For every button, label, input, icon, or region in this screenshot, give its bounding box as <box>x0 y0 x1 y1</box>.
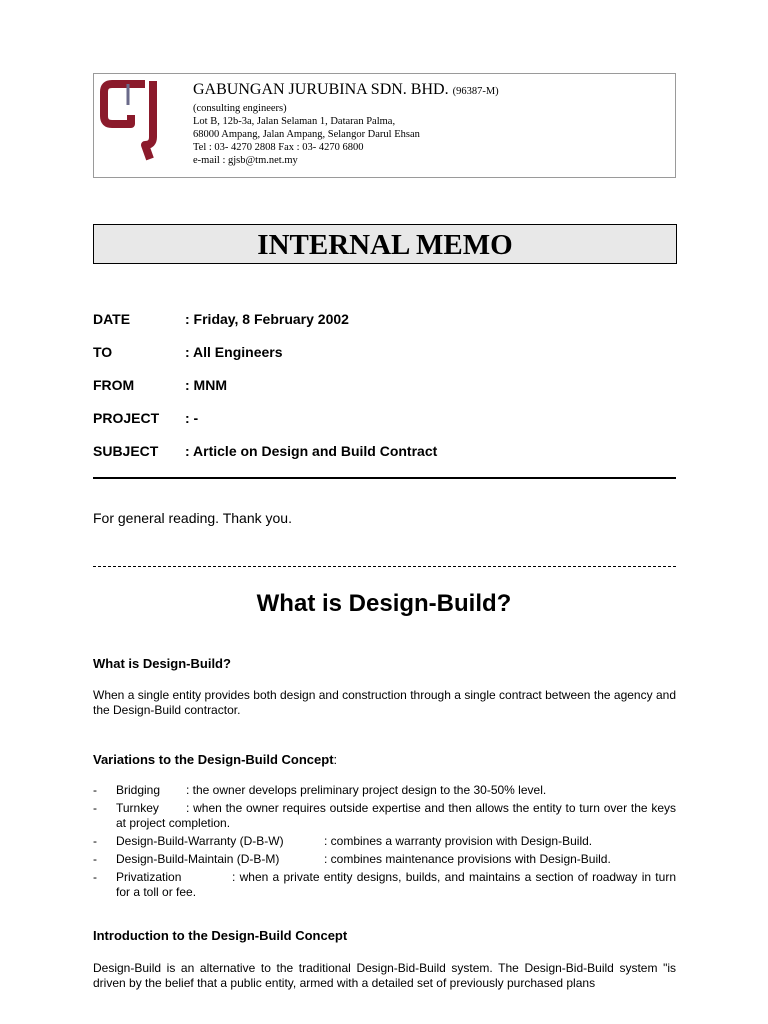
field-label: SUBJECT <box>93 443 159 459</box>
section-text-what-is: When a single entity provides both design and construction through a single contract between the agency and the Design-Build contractor. <box>93 688 676 717</box>
list-item <box>93 801 676 831</box>
bullet-dash: - <box>93 870 97 884</box>
company-name-text: GABUNGAN JURUBINA SDN. BHD. <box>193 81 449 98</box>
section-heading-variations-text: Variations to the Design-Build Concept <box>93 752 334 767</box>
field-value: : All Engineers <box>185 344 283 360</box>
list-item <box>93 852 676 867</box>
address-line-2: 68000 Ampang, Jalan Ampang, Selangor Darul Ehsan <box>193 129 420 140</box>
section-heading-introduction: Introduction to the Design-Build Concept <box>93 928 348 943</box>
section-heading-variations <box>93 752 337 767</box>
bullet-text: : when a private entity designs, builds, and maintains a section of roadway in turn for a toll or fee. <box>116 870 676 899</box>
company-subtitle: (consulting engineers) <box>193 103 287 114</box>
phone-fax: Tel : 03- 4270 2808 Fax : 03- 4270 6800 <box>193 142 364 153</box>
field-label: TO <box>93 344 113 360</box>
bullet-dash: - <box>93 852 97 866</box>
section-heading-what-is: What is Design-Build? <box>93 656 231 671</box>
bullet-text: : combines maintenance provisions with Design-Build. <box>324 852 611 866</box>
divider-line <box>93 477 676 479</box>
variations-list <box>93 783 676 903</box>
field-value: : Article on Design and Build Contract <box>185 443 438 459</box>
bullet-term: Bridging <box>116 783 161 797</box>
bullet-dash: - <box>93 801 97 815</box>
company-name <box>193 80 499 102</box>
field-value: : MNM <box>185 377 227 393</box>
bullet-text: : when the owner requires outside expertise and then allows the entity to turn over the keys at project completion. <box>116 801 676 830</box>
bullet-text: : combines a warranty provision with Design-Build. <box>324 834 593 848</box>
list-item <box>93 783 676 798</box>
bullet-text: : the owner develops preliminary project design to the 30-50% level. <box>186 783 547 797</box>
article-title: What is Design-Build? <box>256 590 512 617</box>
registration-number: (96387-M) <box>452 86 499 97</box>
email: e-mail : gjsb@tm.net.my <box>193 155 298 166</box>
bullet-term: Design-Build-Warranty (D-B-W) <box>116 834 284 848</box>
memo-title: INTERNAL MEMO <box>93 224 677 264</box>
field-label: PROJECT <box>93 410 160 426</box>
list-item <box>93 834 676 849</box>
company-info <box>193 80 499 167</box>
field-value: : Friday, 8 February 2002 <box>185 311 349 327</box>
bullet-dash: - <box>93 783 97 797</box>
section-text-introduction: Design-Build is an alternative to the traditional Design-Bid-Build system. The Design-Bid-Build system "is driven by the belief that a public entity, armed with a detailed set of previously purchased plans <box>93 961 676 990</box>
bullet-term: Privatization <box>116 870 182 884</box>
letterhead <box>93 73 676 178</box>
heading-colon: : <box>333 752 338 767</box>
company-logo-icon <box>98 75 168 165</box>
address-line-1: Lot B, 12b-3a, Jalan Selaman 1, Dataran Palma, <box>193 116 396 127</box>
field-label: FROM <box>93 377 135 393</box>
list-item <box>93 870 676 900</box>
bullet-term: Turnkey <box>116 801 159 815</box>
memo-note: For general reading. Thank you. <box>93 510 292 526</box>
dashed-divider <box>93 566 676 567</box>
field-value: : - <box>185 410 199 426</box>
field-label: DATE <box>93 311 131 327</box>
bullet-term: Design-Build-Maintain (D-B-M) <box>116 852 280 866</box>
bullet-dash: - <box>93 834 97 848</box>
